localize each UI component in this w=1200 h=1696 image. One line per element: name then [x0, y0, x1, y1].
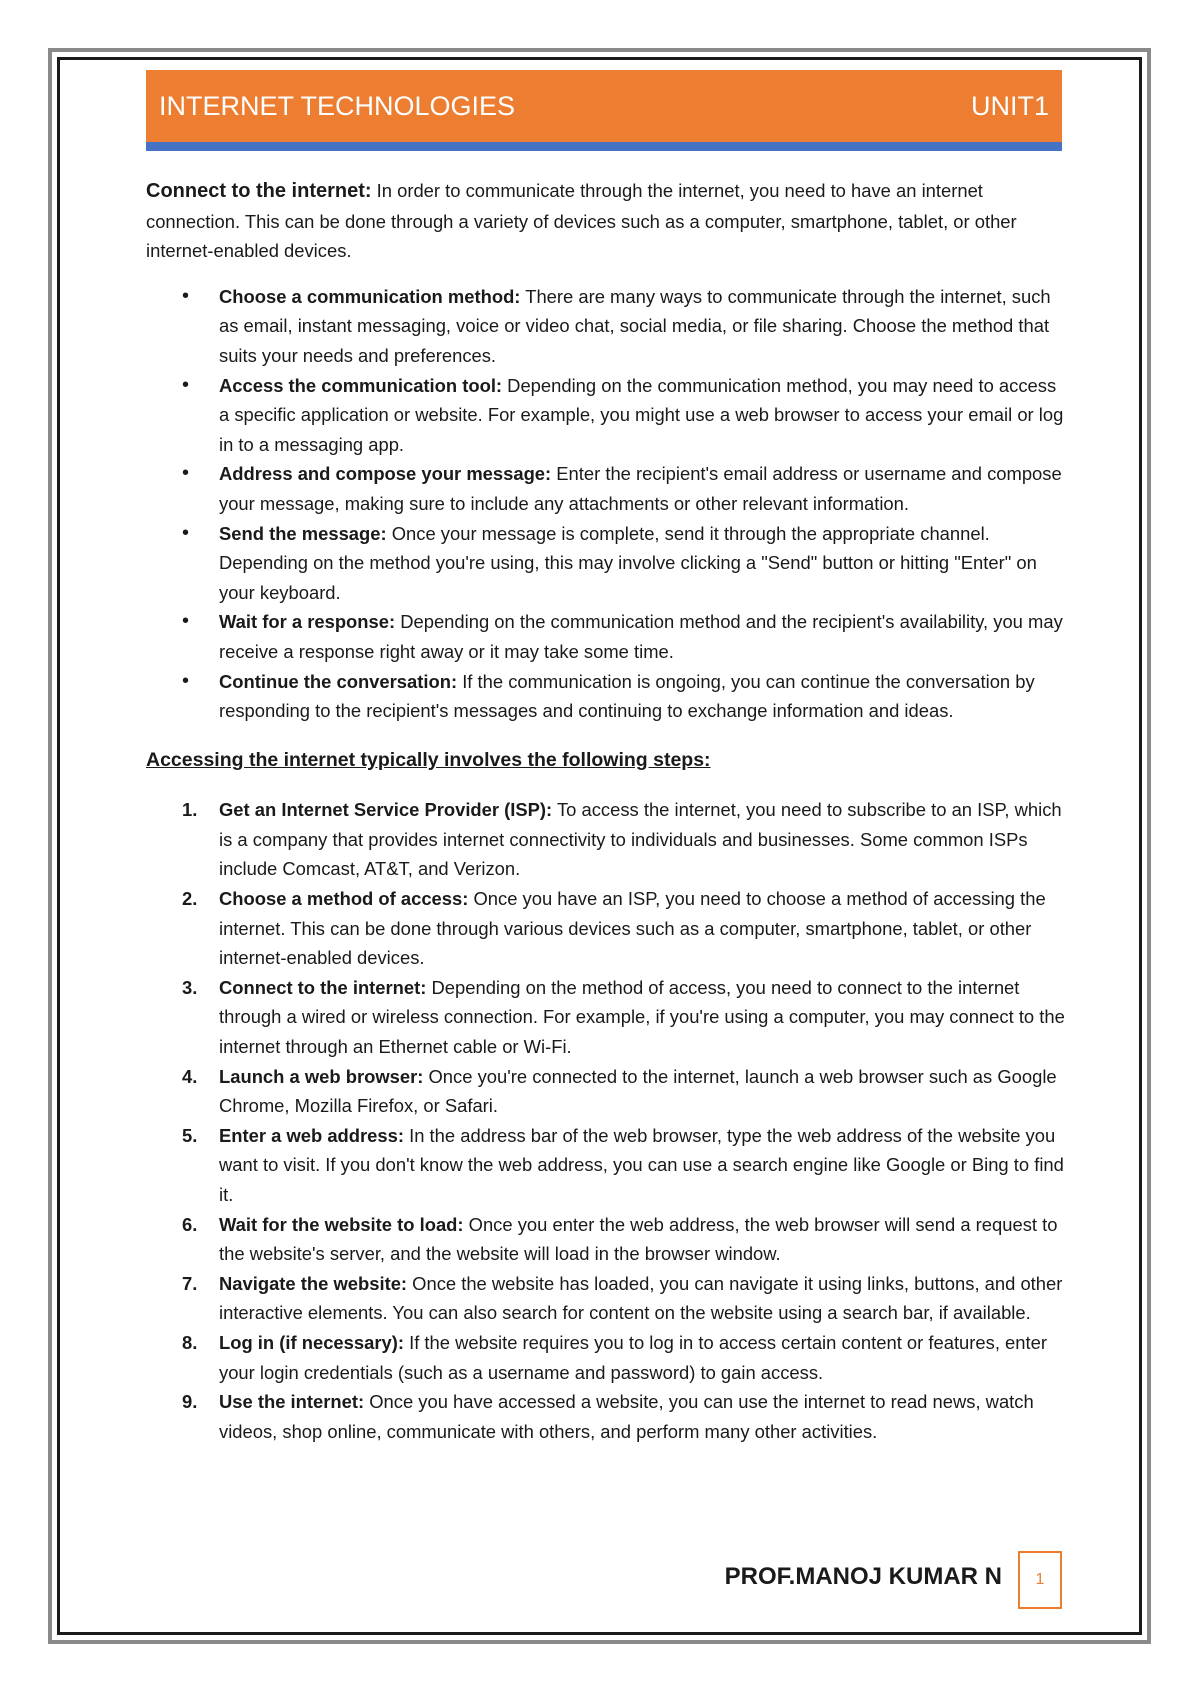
step-item — [146, 1269, 1066, 1328]
step-text: Depending on the method of access, you need to connect to the internet through a wired or wireless connection. For example, if you're using a computer, you may connect to the internet through an Ethernet cable or Wi-Fi. — [219, 976, 1065, 1058]
step-number: 7. — [182, 1272, 198, 1294]
bullet-item — [146, 459, 1066, 518]
step-title: Get an Internet Service Provider (ISP): — [219, 799, 553, 821]
step-number: 8. — [182, 1331, 198, 1353]
step-title: Wait for the website to load: — [219, 1213, 464, 1235]
step-number: 2. — [182, 888, 198, 910]
intro-lead: Connect to the internet: — [146, 180, 372, 202]
section-heading: Accessing the internet typically involves the following steps: — [146, 748, 711, 771]
step-number: 5. — [182, 1124, 198, 1146]
bullet-title: Continue the conversation: — [219, 670, 458, 692]
bullet-title: Address and compose your message: — [219, 463, 552, 485]
bullet-text: Depending on the communication method, you may need to access a specific application or website. For example, you might use a web browser to access your email or log in to a messaging app. — [219, 374, 1064, 455]
bullet-title: Wait for a response: — [219, 611, 396, 633]
step-number: 4. — [182, 1065, 198, 1087]
access-steps-list — [146, 795, 1066, 1446]
bullet-item — [146, 371, 1066, 460]
intro-paragraph — [146, 176, 1066, 266]
step-item — [146, 1210, 1066, 1269]
header-title: INTERNET TECHNOLOGIES — [159, 90, 516, 121]
bullet-text: If the communication is ongoing, you can continue the conversation by responding to the recipient's messages and continuing to exchange information and ideas. — [219, 670, 1035, 722]
intro-text: In order to communicate through the internet, you need to have an internet connection. This can be done through a variety of devices such as a computer, smartphone, tablet, or other internet-enabled devices. — [146, 180, 1017, 262]
communication-steps-list — [146, 282, 1066, 726]
bullet-text: Once your message is complete, send it through the appropriate channel. Depending on the method you're using, this may involve clicking a "Send" button or hitting "Enter" on your keyboard. — [219, 522, 1037, 603]
step-text: Once you have an ISP, you need to choose a method of accessing the internet. This can be done through various devices such as a computer, smartphone, tablet, or other internet-enabled devices. — [219, 888, 1046, 969]
step-text: Once you have accessed a website, you can use the internet to read news, watch videos, shop online, communicate with others, and perform many other activities. — [219, 1391, 1034, 1442]
page-number-box — [1018, 1551, 1062, 1609]
footer-author: PROF.MANOJ KUMAR N — [724, 1563, 1002, 1590]
step-title: Log in (if necessary): — [219, 1331, 404, 1353]
step-item — [146, 973, 1066, 1062]
header-unit: UNIT1 — [970, 90, 1049, 121]
step-text: In the address bar of the web browser, type the web address of the website you want to visit. If you don't know the web address, you can use a search engine like Google or Bing to find it. — [219, 1124, 1064, 1205]
bullet-title: Access the communication tool: — [219, 374, 503, 396]
document-body — [146, 176, 1066, 1446]
step-number: 1. — [182, 799, 198, 821]
step-text: Once you're connected to the internet, launch a web browser such as Google Chrome, Mozilla Firefox, or Safari. — [219, 1065, 1057, 1117]
bullet-item — [146, 282, 1066, 371]
step-item — [146, 884, 1066, 973]
step-text: To access the internet, you need to subscribe to an ISP, which is a company that provides internet connectivity to individuals and businesses. Some common ISPs include Comcast, AT&T, and Verizon. — [219, 799, 1062, 880]
bullet-item — [146, 607, 1066, 666]
step-item — [146, 1387, 1066, 1446]
step-text: Once the website has loaded, you can navigate it using links, buttons, and other interactive elements. You can also search for content on the website using a search bar, if available. — [219, 1272, 1063, 1324]
bullet-title: Send the message: — [219, 522, 387, 544]
step-item — [146, 1062, 1066, 1121]
bullet-item — [146, 519, 1066, 608]
step-item — [146, 795, 1066, 884]
step-item — [146, 1121, 1066, 1210]
step-title: Launch a web browser: — [219, 1065, 424, 1087]
bullet-text: There are many ways to communicate through the internet, such as email, instant messaging, voice or video chat, social media, or file sharing. Choose the method that suits your needs and preferences. — [219, 285, 1051, 366]
header-banner — [146, 70, 1062, 142]
step-text: Once you enter the web address, the web browser will send a request to the website's server, and the website will load in the browser window. — [219, 1213, 1058, 1265]
step-title: Use the internet: — [219, 1391, 365, 1413]
step-title: Choose a method of access: — [219, 888, 469, 910]
step-item — [146, 1328, 1066, 1387]
step-title: Enter a web address: — [219, 1124, 404, 1146]
page-number: 1 — [1035, 1571, 1045, 1588]
step-title: Navigate the website: — [219, 1272, 408, 1294]
bullet-title: Choose a communication method: — [219, 285, 521, 307]
step-text: If the website requires you to log in to access certain content or features, enter your login credentials (such as a username and password) to gain access. — [219, 1331, 1047, 1383]
step-number: 3. — [182, 976, 198, 998]
bullet-item — [146, 667, 1066, 726]
header-rule — [146, 142, 1062, 151]
step-number: 9. — [182, 1391, 198, 1413]
bullet-text: Depending on the communication method and the recipient's availability, you may receive a response right away or it may take some time. — [219, 611, 1063, 662]
step-number: 6. — [182, 1213, 198, 1235]
bullet-text: Enter the recipient's email address or username and compose your message, making sure to include any attachments or other relevant information. — [219, 463, 1062, 514]
step-title: Connect to the internet: — [219, 976, 427, 998]
